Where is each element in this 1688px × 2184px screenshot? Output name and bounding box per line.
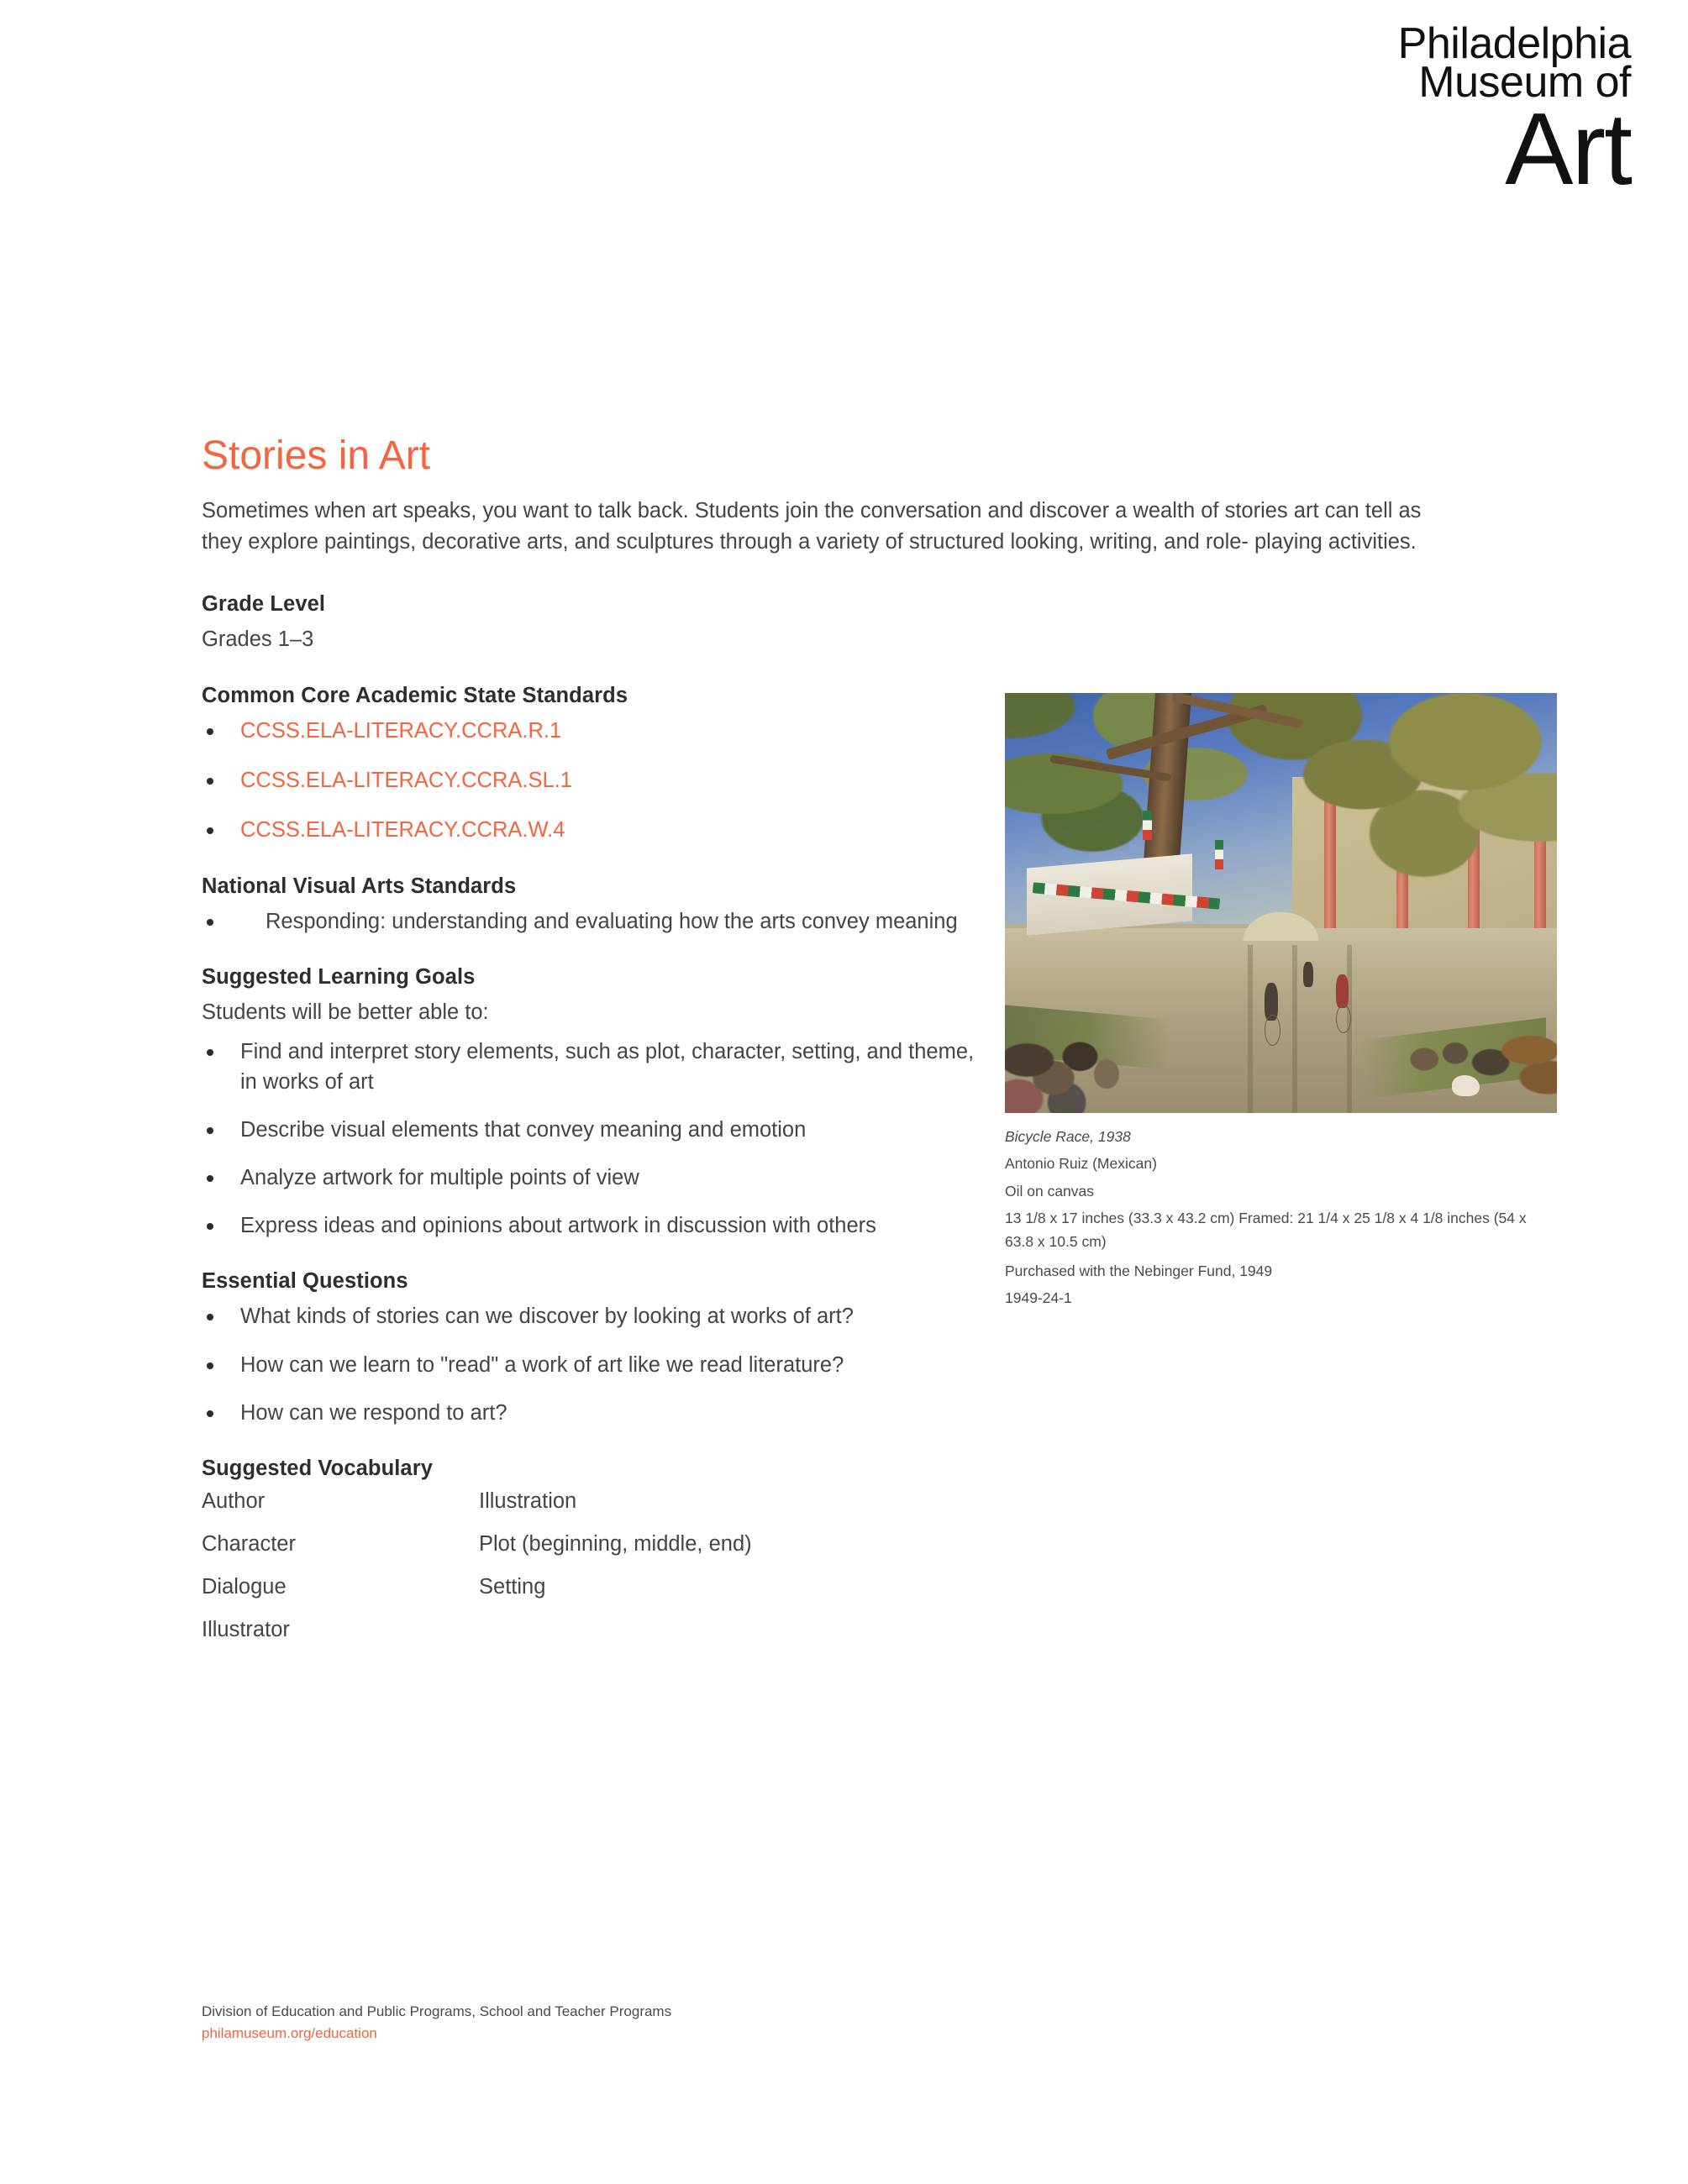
list-item: Describe visual elements that convey meaning and emotion — [202, 1116, 983, 1145]
list-item: Express ideas and opinions about artwork in discussion with others — [202, 1211, 983, 1241]
museum-logo — [1345, 19, 1631, 206]
footer-website-link[interactable]: philamuseum.org/education — [202, 2025, 377, 2042]
painting-spectators-right — [1336, 953, 1557, 1105]
artwork-accession-number: 1949-24-1 — [1005, 1289, 1072, 1307]
painting-mexican-flag — [1215, 840, 1224, 869]
artwork-image-bicycle-race — [1005, 693, 1557, 1113]
heading-grade-level: Grade Level — [202, 592, 326, 617]
artwork-block — [1005, 693, 1557, 1313]
list-item: Responding: understanding and evaluating how the arts convey meaning — [202, 907, 983, 937]
painting-dog — [1452, 1075, 1480, 1096]
artwork-dimensions: 13 1/8 x 17 inches (33.3 x 43.2 cm) Framed: 21 1/4 x 25 1/8 x 4 1/8 inches (54 x 63.8 x 10.5 cm) — [1005, 1210, 1527, 1251]
vocab-term: Dialogue — [202, 1574, 287, 1599]
vocab-term: Character — [202, 1531, 296, 1556]
artwork-credit-line: Purchased with the Nebinger Fund, 1949 — [1005, 1262, 1273, 1279]
logo-line-museum-of: Museum of — [1418, 57, 1631, 107]
intro-paragraph: Sometimes when art speaks, you want to talk back. Students join the conversation and discover a wealth of stories art can tell as they explore paintings, decorative arts, and sculptures through a variety of structured looking, writing, and role- playing activities. — [202, 499, 1422, 554]
list-item: Find and interpret story elements, such as plot, character, setting, and theme, in works of art — [202, 1037, 983, 1096]
artwork-medium: Oil on canvas — [1005, 1182, 1095, 1200]
vocab-term: Plot (beginning, middle, end) — [479, 1531, 752, 1556]
painting-bicycle-wheel — [1265, 1015, 1280, 1046]
painting-mexican-flag — [1143, 811, 1152, 840]
logo-line-philadelphia: Philadelphia — [1397, 19, 1631, 68]
vocab-term: Illustration — [479, 1488, 577, 1513]
national-standards-list — [202, 907, 983, 937]
table-row — [202, 1489, 983, 1514]
list-item: What kinds of stories can we discover by looking at works of art? — [202, 1302, 983, 1331]
table-row — [202, 1532, 983, 1557]
learning-goals-list — [202, 1037, 983, 1241]
vocab-term: Setting — [479, 1574, 546, 1599]
artwork-artist: Antonio Ruiz (Mexican) — [1005, 1155, 1157, 1173]
page-title: Stories in Art — [202, 433, 431, 478]
ccss-link-w4[interactable]: CCSS.ELA-LITERACY.CCRA.W.4 — [240, 818, 565, 843]
artwork-title-year: Bicycle Race, 1938 — [1005, 1128, 1131, 1145]
vocab-term — [479, 1618, 983, 1642]
artwork-caption — [1005, 1125, 1557, 1310]
learning-goals-lead: Students will be better able to: — [202, 1000, 489, 1024]
list-item: How can we respond to art? — [202, 1399, 983, 1428]
heading-suggested-learning-goals: Suggested Learning Goals — [202, 964, 476, 989]
list-item — [202, 816, 983, 845]
list-item: Analyze artwork for multiple points of view — [202, 1163, 983, 1193]
painting-spectators-left — [1005, 937, 1226, 1113]
painting-road-rut — [1292, 945, 1297, 1113]
painting-road-rut — [1248, 945, 1253, 1113]
painting-road-vanishing-point — [1237, 907, 1325, 941]
painting-cyclist — [1336, 974, 1348, 1008]
heading-essential-questions: Essential Questions — [202, 1269, 408, 1294]
table-row — [202, 1575, 983, 1599]
vocab-term: Illustrator — [202, 1617, 290, 1641]
table-row — [202, 1618, 983, 1642]
logo-line-art: Art — [1505, 91, 1631, 206]
heading-suggested-vocabulary: Suggested Vocabulary — [202, 1456, 434, 1480]
painting-bicycle-wheel — [1336, 1005, 1351, 1033]
vocab-term: Author — [202, 1488, 266, 1513]
ccss-link-r1[interactable]: CCSS.ELA-LITERACY.CCRA.R.1 — [240, 718, 562, 743]
footer-division: Division of Education and Public Programs, School and Teacher Programs — [202, 2003, 672, 2019]
heading-common-core: Common Core Academic State Standards — [202, 683, 628, 707]
ccss-link-sl1[interactable]: CCSS.ELA-LITERACY.CCRA.SL.1 — [240, 769, 572, 793]
list-item — [202, 717, 983, 746]
painting-cyclist — [1303, 962, 1313, 987]
grade-level-value: Grades 1–3 — [202, 627, 314, 652]
list-item — [202, 766, 983, 795]
common-core-list — [202, 717, 983, 846]
list-item: How can we learn to "read" a work of art like we read literature? — [202, 1351, 983, 1380]
vocabulary-table — [202, 1489, 983, 1642]
heading-national-visual-arts-standards: National Visual Arts Standards — [202, 874, 517, 898]
page-footer — [202, 2001, 671, 2045]
essential-questions-list — [202, 1302, 983, 1428]
